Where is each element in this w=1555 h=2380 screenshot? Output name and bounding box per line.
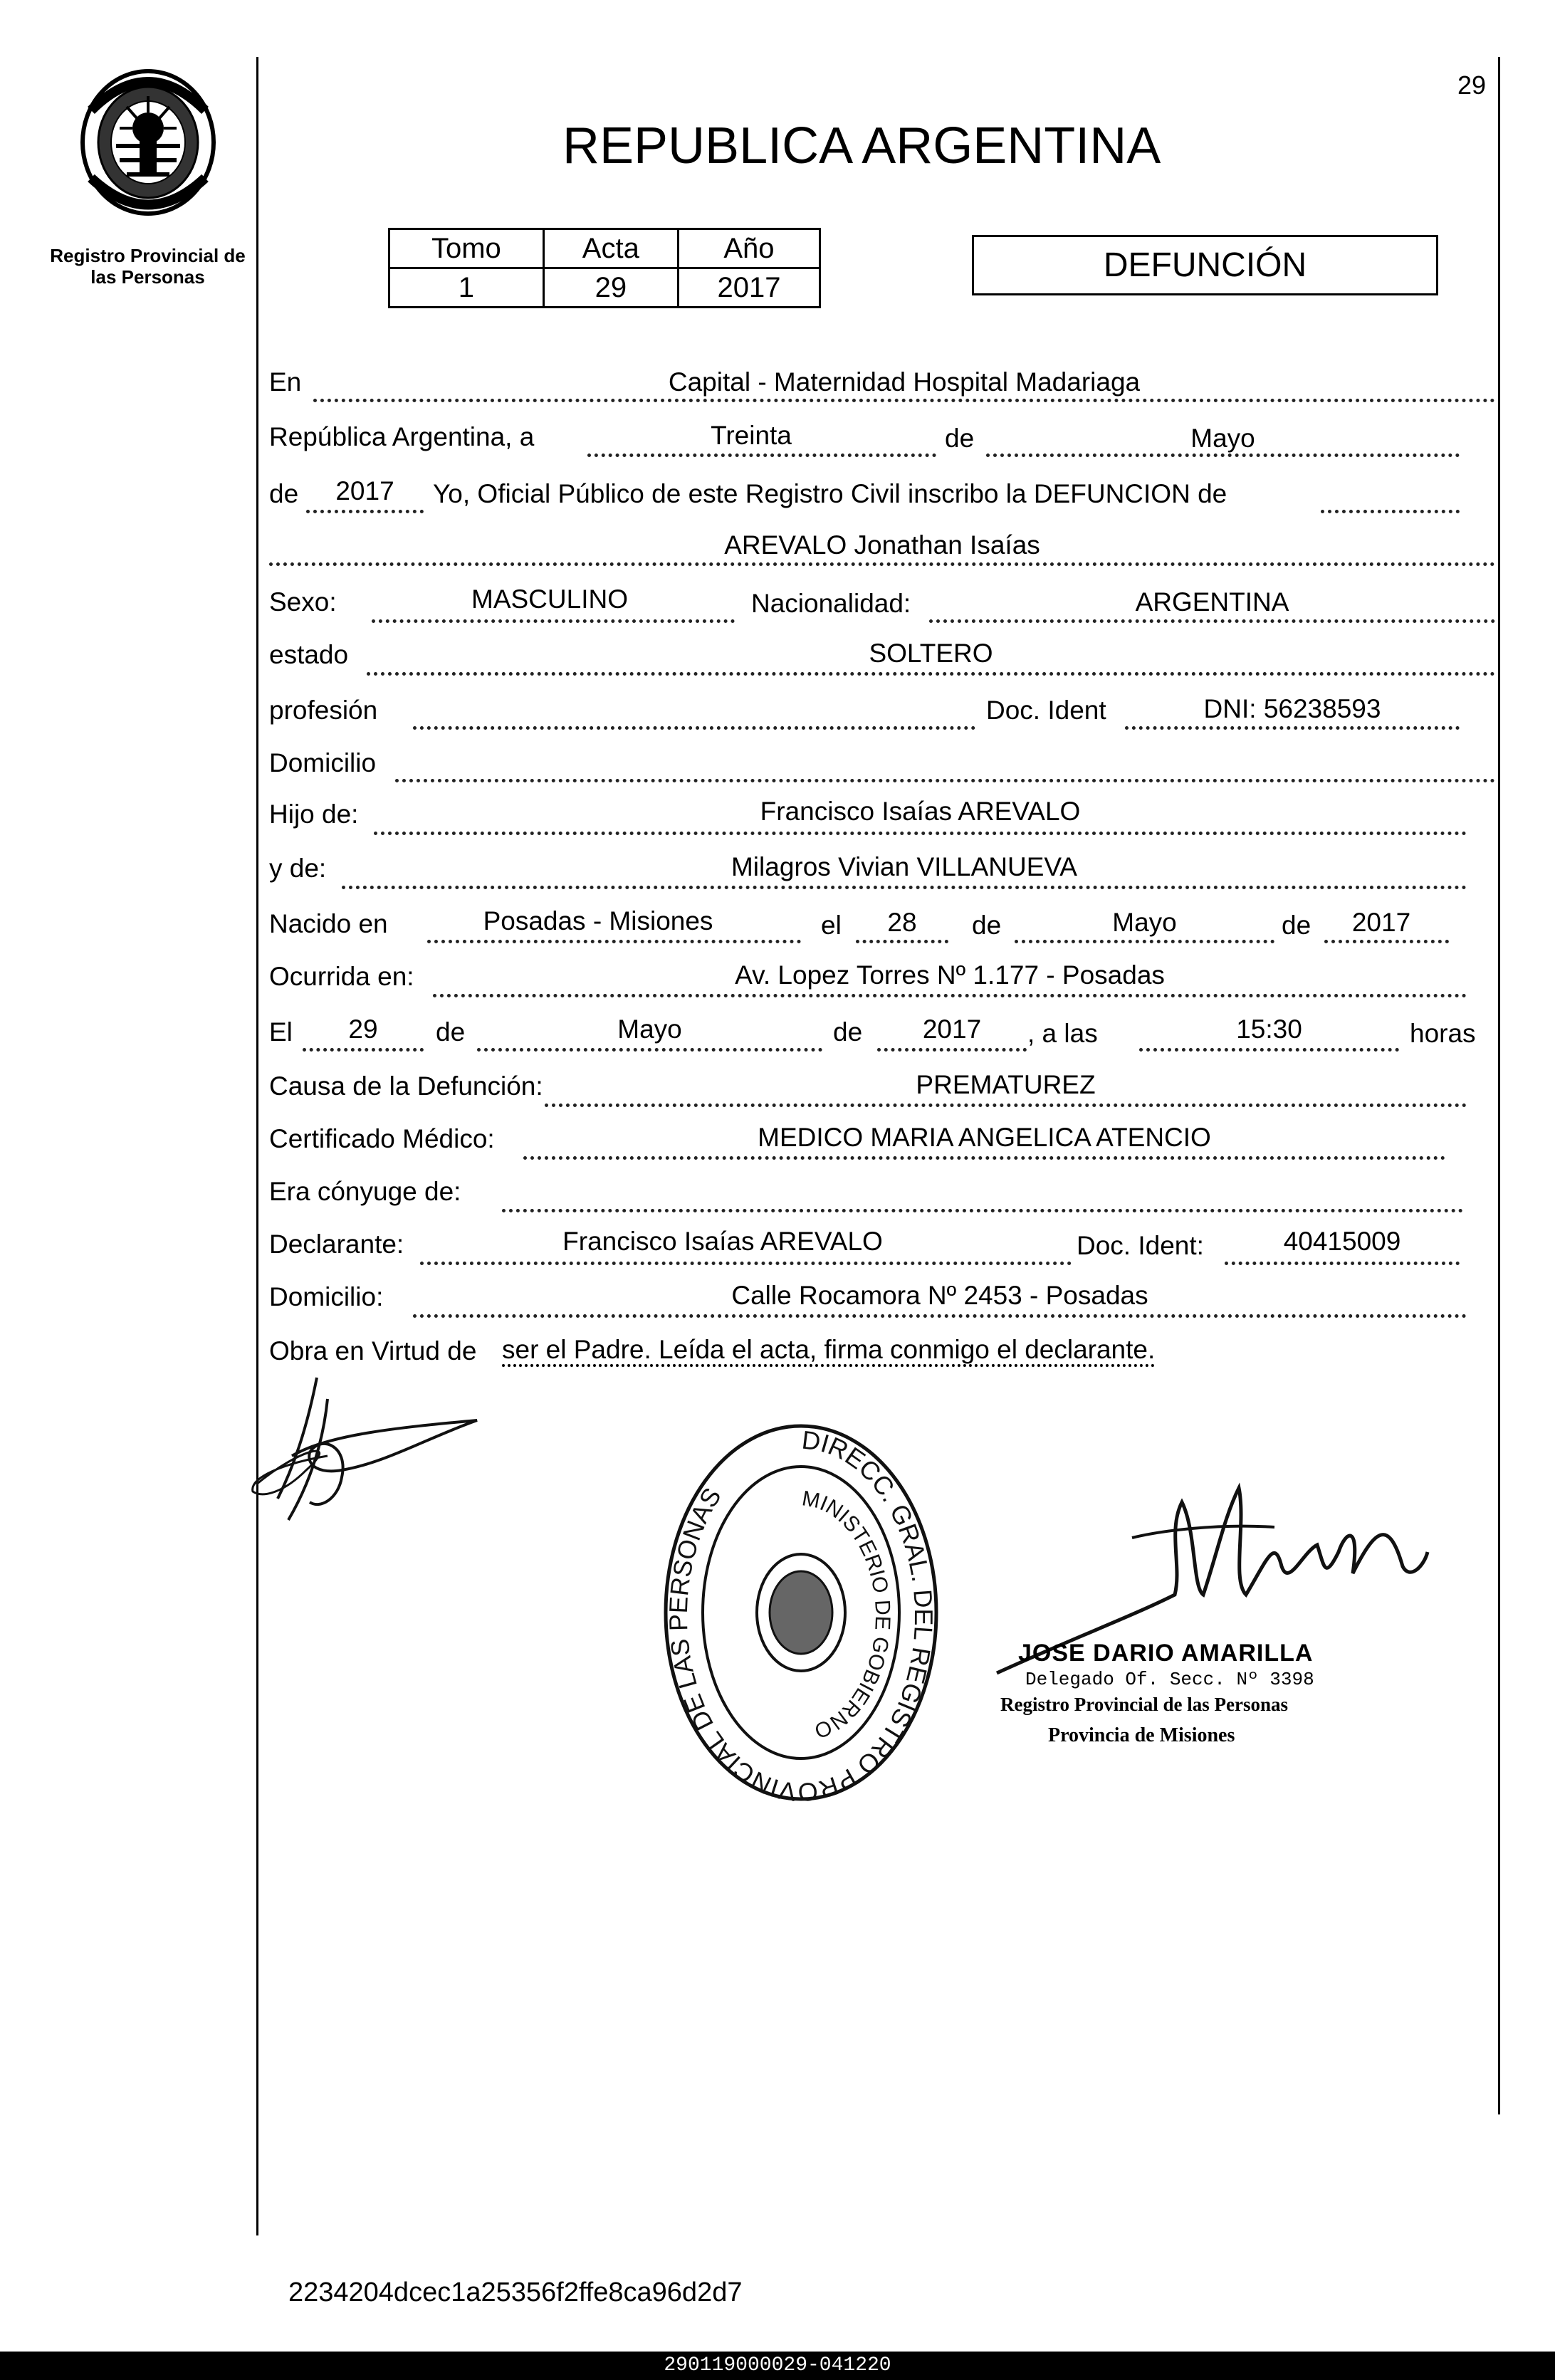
dotted-line	[413, 1314, 1467, 1318]
label-y-de: y de:	[269, 854, 327, 883]
record-table-header-row	[389, 229, 820, 268]
dotted-line	[1321, 510, 1460, 513]
value-sexo: MASCULINO	[471, 584, 628, 614]
registry-caption-line2: las Personas	[90, 266, 205, 288]
label-en: En	[269, 367, 302, 397]
value-acta: 29	[543, 268, 678, 308]
dotted-line	[433, 994, 1467, 997]
value-anio: 2017	[335, 476, 394, 505]
label-doc-ident2: Doc. Ident:	[1077, 1231, 1204, 1260]
label-obra: Obra en Virtud de	[269, 1336, 477, 1365]
header-acta: Acta	[543, 229, 678, 268]
page-title: REPUBLICA ARGENTINA	[562, 117, 1161, 174]
label-hijo-de: Hijo de:	[269, 800, 359, 829]
province-logo	[77, 68, 219, 217]
value-padre: Francisco Isaías AREVALO	[760, 797, 1081, 826]
stamp-seal-icon	[661, 1420, 942, 1805]
value-causa: PREMATUREZ	[916, 1070, 1096, 1099]
value-declarante-doc: 40415009	[1283, 1227, 1401, 1256]
dotted-line	[587, 454, 936, 457]
dotted-line	[420, 1262, 1072, 1265]
dotted-line	[1125, 726, 1460, 730]
official-name: JOSE DARIO AMARILLA	[1018, 1640, 1314, 1667]
dotted-line	[502, 1209, 1463, 1212]
value-declarante-domicilio: Calle Rocamora Nº 2453 - Posadas	[731, 1281, 1148, 1310]
signature-icon	[242, 1370, 541, 1556]
value-anio: 2017	[678, 268, 820, 308]
value-declarante: Francisco Isaías AREVALO	[562, 1227, 883, 1256]
footer-code: 290119000029-041220	[664, 2354, 891, 2376]
dotted-line	[306, 510, 424, 513]
dotted-line	[523, 1156, 1445, 1160]
dotted-line	[367, 672, 1495, 676]
value-nacionalidad: ARGENTINA	[1135, 587, 1289, 617]
label-nacionalidad: Nacionalidad:	[751, 589, 911, 618]
dotted-line	[856, 940, 948, 943]
value-obra-texto: ser el Padre. Leída el acta, firma conmigo el declarante.	[502, 1335, 1156, 1364]
label-de2: de	[269, 479, 299, 508]
registry-caption-line1: Registro Provincial de	[50, 245, 246, 266]
dotted-line	[303, 1048, 424, 1052]
value-ocurrida-lugar: Av. Lopez Torres Nº 1.177 - Posadas	[735, 960, 1165, 990]
stamp-outer-text: DIRECC. GRAL. DEL REGISTRO PROVINCIAL DE LAS PERSONAS	[663, 1425, 938, 1805]
right-margin-line	[1498, 57, 1500, 2114]
dotted-line	[313, 399, 1495, 402]
official-line2: Registro Provincial de las Personas	[1000, 1694, 1288, 1715]
dotted-line	[269, 562, 1495, 566]
value-ocurrida-dia: 29	[348, 1015, 378, 1044]
label-horas: horas	[1410, 1019, 1476, 1048]
official-line1: Delegado Of. Secc. Nº 3398	[1025, 1669, 1314, 1690]
footer-bar	[0, 2352, 1555, 2380]
document-hash: 2234204dcec1a25356f2ffe8ca96d2d7	[288, 2277, 743, 2307]
page-number: 29	[1457, 70, 1487, 100]
value-dia-letras: Treinta	[711, 421, 792, 450]
label-causa: Causa de la Defunción:	[269, 1071, 543, 1101]
label-estado: estado	[269, 640, 349, 669]
dotted-line	[1225, 1262, 1460, 1265]
record-table	[388, 228, 821, 308]
label-de-nacido1: de	[972, 911, 1002, 940]
value-doc-ident: DNI: 56238593	[1203, 694, 1381, 723]
record-type: DEFUNCIÓN	[1103, 246, 1307, 284]
value-lugar: Capital - Maternidad Hospital Madariaga	[668, 367, 1141, 397]
dotted-line	[342, 886, 1467, 889]
official-stamp	[661, 1420, 942, 1805]
label-de-ocurrida1: de	[436, 1017, 466, 1047]
value-estado: SOLTERO	[869, 639, 993, 668]
dotted-line	[877, 1048, 1027, 1052]
label-de-ocurrida2: de	[833, 1017, 863, 1047]
label-declarante: Declarante:	[269, 1230, 404, 1259]
declarant-signature	[242, 1370, 541, 1556]
label-el: el	[821, 911, 842, 940]
label-yo: Yo, Oficial Público de este Registro Civil inscribo la DEFUNCION de	[433, 479, 1227, 508]
coat-of-arms-icon	[77, 68, 219, 217]
label-certificado: Certificado Médico:	[269, 1124, 495, 1153]
dotted-line	[477, 1048, 822, 1052]
header-anio: Año	[678, 229, 820, 268]
value-certificado: MEDICO MARIA ANGELICA ATENCIO	[758, 1123, 1211, 1152]
value-madre: Milagros Vivian VILLANUEVA	[731, 852, 1077, 881]
dotted-line	[395, 779, 1495, 782]
value-ocurrida-mes: Mayo	[617, 1015, 682, 1044]
label-doc-ident: Doc. Ident	[986, 696, 1106, 725]
official-line3: Provincia de Misiones	[1048, 1724, 1235, 1746]
value-nacido-dia: 28	[887, 908, 917, 937]
left-margin-line	[256, 57, 258, 2235]
value-nacido-anio: 2017	[1351, 908, 1411, 937]
label-profesion: profesión	[269, 696, 378, 725]
label-domicilio2: Domicilio:	[269, 1282, 384, 1311]
dotted-line	[413, 726, 975, 730]
dotted-line	[427, 940, 801, 943]
label-de: de	[945, 424, 975, 453]
label-el-cap: El	[269, 1017, 293, 1047]
label-sexo: Sexo:	[269, 587, 337, 617]
label-republica: República Argentina, a	[269, 422, 535, 451]
dotted-line	[374, 832, 1467, 835]
value-nombre: AREVALO Jonathan Isaías	[724, 530, 1040, 560]
label-de-nacido2: de	[1282, 911, 1311, 940]
value-nacido-mes: Mayo	[1112, 908, 1177, 937]
label-ocurrida-en: Ocurrida en:	[269, 962, 414, 991]
label-nacido-en: Nacido en	[269, 909, 388, 938]
dotted-line	[1015, 940, 1274, 943]
record-type-box	[972, 235, 1438, 295]
dotted-line	[1324, 940, 1449, 943]
header-tomo: Tomo	[389, 229, 544, 268]
dotted-line	[1139, 1048, 1399, 1052]
value-hora: 15:30	[1236, 1015, 1302, 1044]
label-domicilio: Domicilio	[269, 748, 377, 777]
dotted-line	[372, 619, 735, 623]
value-ocurrida-anio: 2017	[922, 1015, 982, 1044]
label-a-las: , a las	[1027, 1019, 1098, 1048]
label-conyuge: Era cónyuge de:	[269, 1177, 461, 1206]
dotted-line	[545, 1103, 1467, 1107]
record-table-value-row	[389, 268, 820, 308]
stamp-inner-text: MINISTERIO DE GOBIERNO	[800, 1487, 895, 1744]
value-mes: Mayo	[1190, 424, 1255, 453]
dotted-line	[929, 619, 1495, 623]
value-nacido-lugar: Posadas - Misiones	[483, 906, 713, 935]
value-tomo: 1	[389, 268, 544, 308]
